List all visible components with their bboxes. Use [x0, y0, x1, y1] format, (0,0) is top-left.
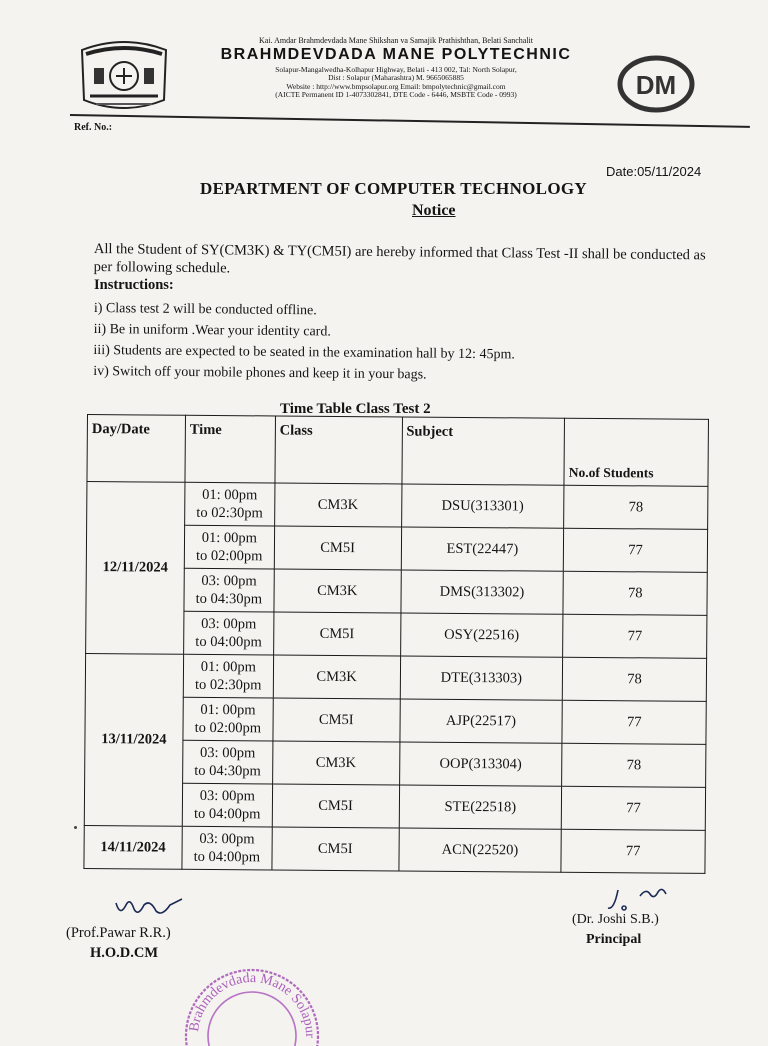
time-cell	[183, 697, 273, 741]
college-codes: (AICTE Permanent ID 1-4073302841, DTE Code - 6446, MSBTE Code - 0993)	[275, 90, 517, 100]
time-from: 01: 00pm	[200, 658, 257, 676]
date-cell: 13/11/2024	[84, 653, 183, 826]
class-cell: CM5I	[273, 698, 400, 742]
time-to: to 04:30pm	[195, 590, 263, 608]
principal-signature	[600, 880, 670, 914]
subject-cell: OSY(22516)	[400, 613, 563, 657]
time-from: 03: 00pm	[199, 830, 255, 848]
college-seal-stamp	[180, 936, 320, 1046]
subject-cell: DMS(313302)	[400, 570, 563, 614]
dm-monogram-logo	[616, 54, 696, 114]
hod-signature	[112, 893, 192, 921]
time-to: to 04:00pm	[193, 805, 261, 823]
time-to: to 04:00pm	[195, 633, 262, 651]
svg-text:Brahmdevdada Mane Solapur	[187, 971, 317, 1038]
students-cell: 78	[564, 485, 708, 529]
time-cell	[184, 568, 274, 612]
header-subject: Subject	[401, 417, 564, 485]
instruction-item: iv) Switch off your mobile phones and keep it in your bags.	[93, 363, 427, 383]
header-class: Class	[275, 416, 402, 484]
subject-cell: DTE(313303)	[400, 656, 563, 700]
time-cell	[182, 826, 272, 870]
principal-name: (Dr. Joshi S.B.)	[572, 912, 659, 927]
subject-cell: STE(22518)	[399, 785, 562, 829]
students-cell: 77	[562, 786, 706, 830]
subject-cell: EST(22447)	[401, 527, 564, 571]
timetable-title: Time Table Class Test 2	[280, 401, 431, 417]
college-website-email: Website : http://www.bmpsolapur.org Email: bmpolytechnic@gmail.com	[286, 81, 506, 91]
college-address: Solapur-Mangalwedha-Kolhapur Highway, Belati - 413 002, Tal: North Solapur,	[275, 64, 517, 74]
time-to: to 02:00pm	[194, 719, 262, 737]
subject-cell: AJP(22517)	[399, 699, 562, 743]
table-header-row	[87, 415, 709, 487]
subject-cell: OOP(313304)	[399, 742, 562, 786]
header-divider	[70, 114, 750, 128]
timetable-body	[84, 482, 708, 874]
instruction-item: ii) Be in uniform .Wear your identity card.	[93, 321, 331, 340]
time-cell	[183, 654, 273, 698]
time-from: 03: 00pm	[201, 615, 257, 633]
students-cell: 78	[563, 657, 707, 701]
class-cell: CM3K	[274, 483, 401, 527]
subject-cell: ACN(22520)	[398, 828, 561, 872]
students-cell: 77	[562, 700, 706, 744]
subject-cell: DSU(313301)	[401, 484, 564, 528]
class-cell: CM5I	[274, 526, 401, 570]
timetable	[83, 414, 709, 874]
time-cell	[185, 482, 275, 526]
instructions-list	[93, 298, 515, 386]
reference-number-label: Ref. No.:	[74, 122, 113, 133]
timetable-wrapper	[83, 414, 709, 874]
instruction-item: iii) Students are expected to be seated in the examination hall by 12: 45pm.	[93, 342, 515, 363]
time-to: to 04:00pm	[193, 848, 261, 866]
instruction-item: i) Class test 2 will be conducted offline.	[93, 300, 317, 319]
table-row	[84, 825, 705, 873]
table-row	[85, 653, 706, 701]
class-cell: CM3K	[272, 741, 399, 785]
college-emblem-logo	[72, 40, 176, 114]
time-cell	[184, 525, 274, 569]
time-cell	[184, 611, 274, 655]
students-cell: 77	[564, 528, 708, 572]
time-cell	[183, 740, 273, 784]
college-district: Dist : Solapur (Maharashtra) M. 9665065885	[328, 73, 464, 83]
margin-mark	[74, 826, 77, 829]
department-title: DEPARTMENT OF COMPUTER TECHNOLOGY	[200, 179, 587, 198]
hod-name: (Prof.Pawar R.R.)	[66, 925, 171, 941]
time-from: 01: 00pm	[200, 701, 256, 719]
dm-logo-text: DM	[635, 70, 677, 100]
stamp-text: Brahmdevdada Mane Solapur	[187, 970, 318, 1038]
time-cell	[182, 783, 272, 827]
date-cell: 14/11/2024	[84, 825, 182, 869]
time-from: 03: 00pm	[201, 572, 257, 590]
principal-designation: Principal	[586, 932, 642, 947]
header-time: Time	[185, 415, 275, 483]
time-from: 03: 00pm	[200, 744, 256, 762]
class-cell: CM5I	[272, 827, 399, 871]
students-cell: 77	[563, 614, 707, 658]
letterhead	[176, 36, 616, 100]
notice-date: Date:05/11/2024	[606, 164, 702, 179]
notice-intro: All the Student of SY(CM3K) & TY(CM5I) are hereby informed that Class Test -II shall be conducted as per following schedule.	[93, 240, 706, 277]
time-to: to 04:30pm	[194, 762, 261, 780]
class-cell: CM3K	[274, 569, 401, 613]
header-students: No.of Students	[564, 418, 708, 486]
time-from: 01: 00pm	[202, 486, 258, 504]
time-from: 01: 00pm	[201, 529, 258, 547]
time-to: to 02:30pm	[196, 504, 263, 522]
students-cell: 78	[563, 571, 707, 615]
header-day-date: Day/Date	[87, 415, 185, 483]
table-row	[87, 482, 708, 530]
students-cell: 77	[561, 829, 705, 873]
time-from: 03: 00pm	[199, 787, 256, 805]
class-cell: CM5I	[273, 612, 400, 656]
hod-designation: H.O.D.CM	[90, 945, 159, 961]
time-to: to 02:30pm	[194, 676, 262, 694]
class-cell: CM3K	[273, 655, 400, 699]
date-cell: 12/11/2024	[86, 482, 185, 655]
college-name: BRAHMDEVDADA MANE POLYTECHNIC	[220, 46, 572, 64]
trust-name: Kai. Amdar Brahmdevdada Mane Shikshan va Samajik Prathishthan, Belati Sanchalit	[259, 36, 533, 45]
time-to: to 02:00pm	[195, 547, 263, 565]
class-cell: CM5I	[272, 784, 399, 828]
students-cell: 78	[562, 743, 706, 787]
instructions-heading: Instructions:	[94, 277, 174, 293]
notice-heading: Notice	[412, 202, 456, 219]
